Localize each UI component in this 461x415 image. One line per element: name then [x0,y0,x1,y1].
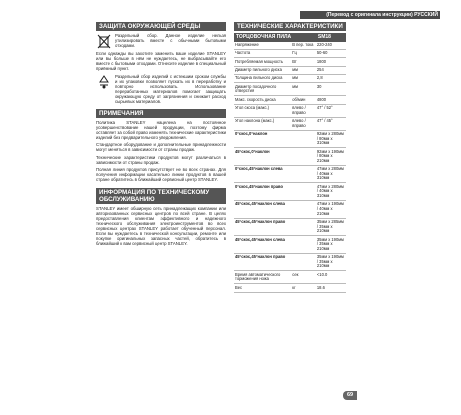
spec-row [234,201,346,219]
spec-name: 45°скос,0°наклон [234,148,291,166]
spec-value: <10.0 [316,271,346,284]
spec-row [234,236,346,254]
spec-row [234,117,346,130]
spec-row [234,130,346,148]
spec-value: 254 [316,66,346,74]
spec-row [234,75,346,83]
spec-unit [291,130,316,148]
spec-name: Вес [234,284,291,292]
spec-name: Потребляемая мощность [234,58,291,66]
notes-text-2: Стандартное оборудование и дополнительные принадлежности могут меняться в зависимости от страны продаж. [96,142,226,152]
spec-unit: В пер. тока [291,42,316,50]
spec-value: 92мм x 190мм / 80мм x 210мм [316,148,346,166]
spec-unit: Вт [291,58,316,66]
language-header: (Перевод с оригинала инструкции) РУССКИЙ [300,11,440,19]
spec-value: 47мм x 280мм / 40мм x 310мм [316,165,346,183]
spec-unit: мм [291,66,316,74]
spec-unit [291,218,316,236]
spec-value: 47мм x 280мм / 40мм x 310мм [316,183,346,201]
environment-text-3: Раздельный сбор изделий с истекшим сроком службы и их упаковки позволяет пускать их в переработку и повторно использовать. Использование переработанных материалов помогает защищать окружающую среду от загрязнения и снижает расход сырьевых материалов. [115,73,226,104]
spec-name: Толщина пильного диска [234,75,291,83]
spec-value: 47мм x 190мм / 40мм x 210мм [316,201,346,219]
spec-name: 0°скос,45°наклон право [234,183,291,201]
environment-block-1 [96,33,226,49]
spec-row [234,58,346,66]
spec-name: Частота [234,49,291,57]
specs-heading: ТЕХНИЧЕСКИЕ ХАРАКТЕРИСТИКИ [234,22,346,31]
spec-name: Диаметр пильного диска [234,66,291,74]
spec-unit [291,165,316,183]
notes-text-1: Политика STANLEY нацелена на постоянное усовершенствование нашей продукции, поэтому фирма оставляет за собой право изменять технические характеристики изделий без предварительного уведомления. [96,119,226,140]
spec-value: 18.6 [316,284,346,292]
spec-value: 1800 [316,58,346,66]
notes-text-4: Полная линия продуктов присутствует не во всех странах. Для получения информации касательно линии продуктов в вашей стране обратитесь в ближайший сервисный центр STANLEY. [96,167,226,182]
specs-table-title-left: ТОРЦОВОЧНАЯ ПИЛА [234,33,316,42]
spec-value: 220-240 [316,42,346,50]
environment-text-2: Если однажды вы захотите заменить ваше изделие STANLEY или вы больше в нём не нуждаетесь, не выбрасывайте его вместе с бытовыми отходами. Отнесите изделие в специальный приёмный пункт. [96,51,226,71]
spec-unit [291,201,316,219]
specs-table-title [234,33,346,42]
environment-text-1: Раздельный сбор. Данное изделие нельзя утилизировать вместе с обычными бытовыми отходами. [115,33,226,48]
specs-table [234,33,346,293]
spec-name: 0°скос,45°наклон слева [234,165,291,183]
spec-unit: мм [291,75,316,83]
crossed-bin-icon [96,33,112,49]
left-column [96,22,226,248]
specs-table-title-right: SM18 [316,33,346,42]
spec-value: 35мм x 190мм / 35мм x 210мм [316,253,346,271]
spec-row [234,49,346,57]
spec-row [234,165,346,183]
spec-unit: мм [291,83,316,96]
environment-heading: ЗАЩИТА ОКРУЖАЮЩЕЙ СРЕДЫ [96,22,226,31]
spec-name: Напряжение [234,42,291,50]
spec-unit [291,253,316,271]
spec-name: Макс. скорость диска [234,96,291,104]
spec-value: 50-60 [316,49,346,57]
spec-unit: влево / вправо [291,104,316,117]
spec-value: 35мм x 190мм / 35мм x 210мм [316,236,346,254]
spec-value: 35мм x 285мм / 35мм x 210мм [316,218,346,236]
spec-unit [291,236,316,254]
spec-unit: влево / вправо [291,117,316,130]
spec-unit: об/мин [291,96,316,104]
spec-name: 45°скос,45°наклон слева [234,236,291,254]
spec-name: 45°скос,45°наклон право [234,253,291,271]
spec-row [234,253,346,271]
service-heading: ИНФОРМАЦИЯ ПО ТЕХНИЧЕСКОМУ ОБСЛУЖИВАНИЮ [96,188,226,204]
recycle-icon [96,74,112,90]
spec-name: Угол скоса (макс.) [234,104,291,117]
spec-value: 2,8 [316,75,346,83]
notes-text-3: Технические характеристики продуктов могут различаться в зависимости от страны продаж. [96,154,226,165]
spec-name: 45°скос,45°наклон слева [234,201,291,219]
service-text: STANLEY имеет обширную сеть принадлежащих компании или авторизованных сервисных центров по всей стране. В целях предоставления клиентам эффективного и надежного технического обслуживания электроинструментов во всех сервисных центрах STANLEY работает обученный персонал. Если вы нуждаетесь в технической консультации, ремонте или покупке оригинальных запасных частей, обратитесь в ближайший к вам сервисный центр STANLEY. [96,205,226,246]
spec-value: 4800 [316,96,346,104]
spec-name: 45°скос,45°наклон право [234,218,291,236]
spec-unit: Гц [291,49,316,57]
spec-name: Диаметр посадочного отверстия [234,83,291,96]
spec-row [234,284,346,292]
right-column [234,22,346,293]
spec-row [234,83,346,96]
spec-unit: сек [291,271,316,284]
spec-name: 0°скос,0°наклон [234,130,291,148]
environment-block-2 [96,74,226,104]
spec-row [234,66,346,74]
notes-heading: ПРИМЕЧАНИЯ [96,109,226,118]
spec-row [234,218,346,236]
spec-row [234,148,346,166]
spec-unit [291,183,316,201]
spec-row [234,42,346,50]
spec-row [234,271,346,284]
spec-name: Время автоматического торможения ножа [234,271,291,284]
spec-unit [291,148,316,166]
spec-unit: кг [291,284,316,292]
spec-row [234,96,346,104]
spec-name: Угол наклона (макс.) [234,117,291,130]
spec-value: 92мм x 280мм / 80мм x 310мм [316,130,346,148]
spec-row [234,183,346,201]
spec-value: 47° / 52° [316,104,346,117]
spec-row [234,104,346,117]
spec-value: 47° / 45° [316,117,346,130]
spec-value: 30 [316,83,346,96]
page-number: 69 [343,391,357,400]
